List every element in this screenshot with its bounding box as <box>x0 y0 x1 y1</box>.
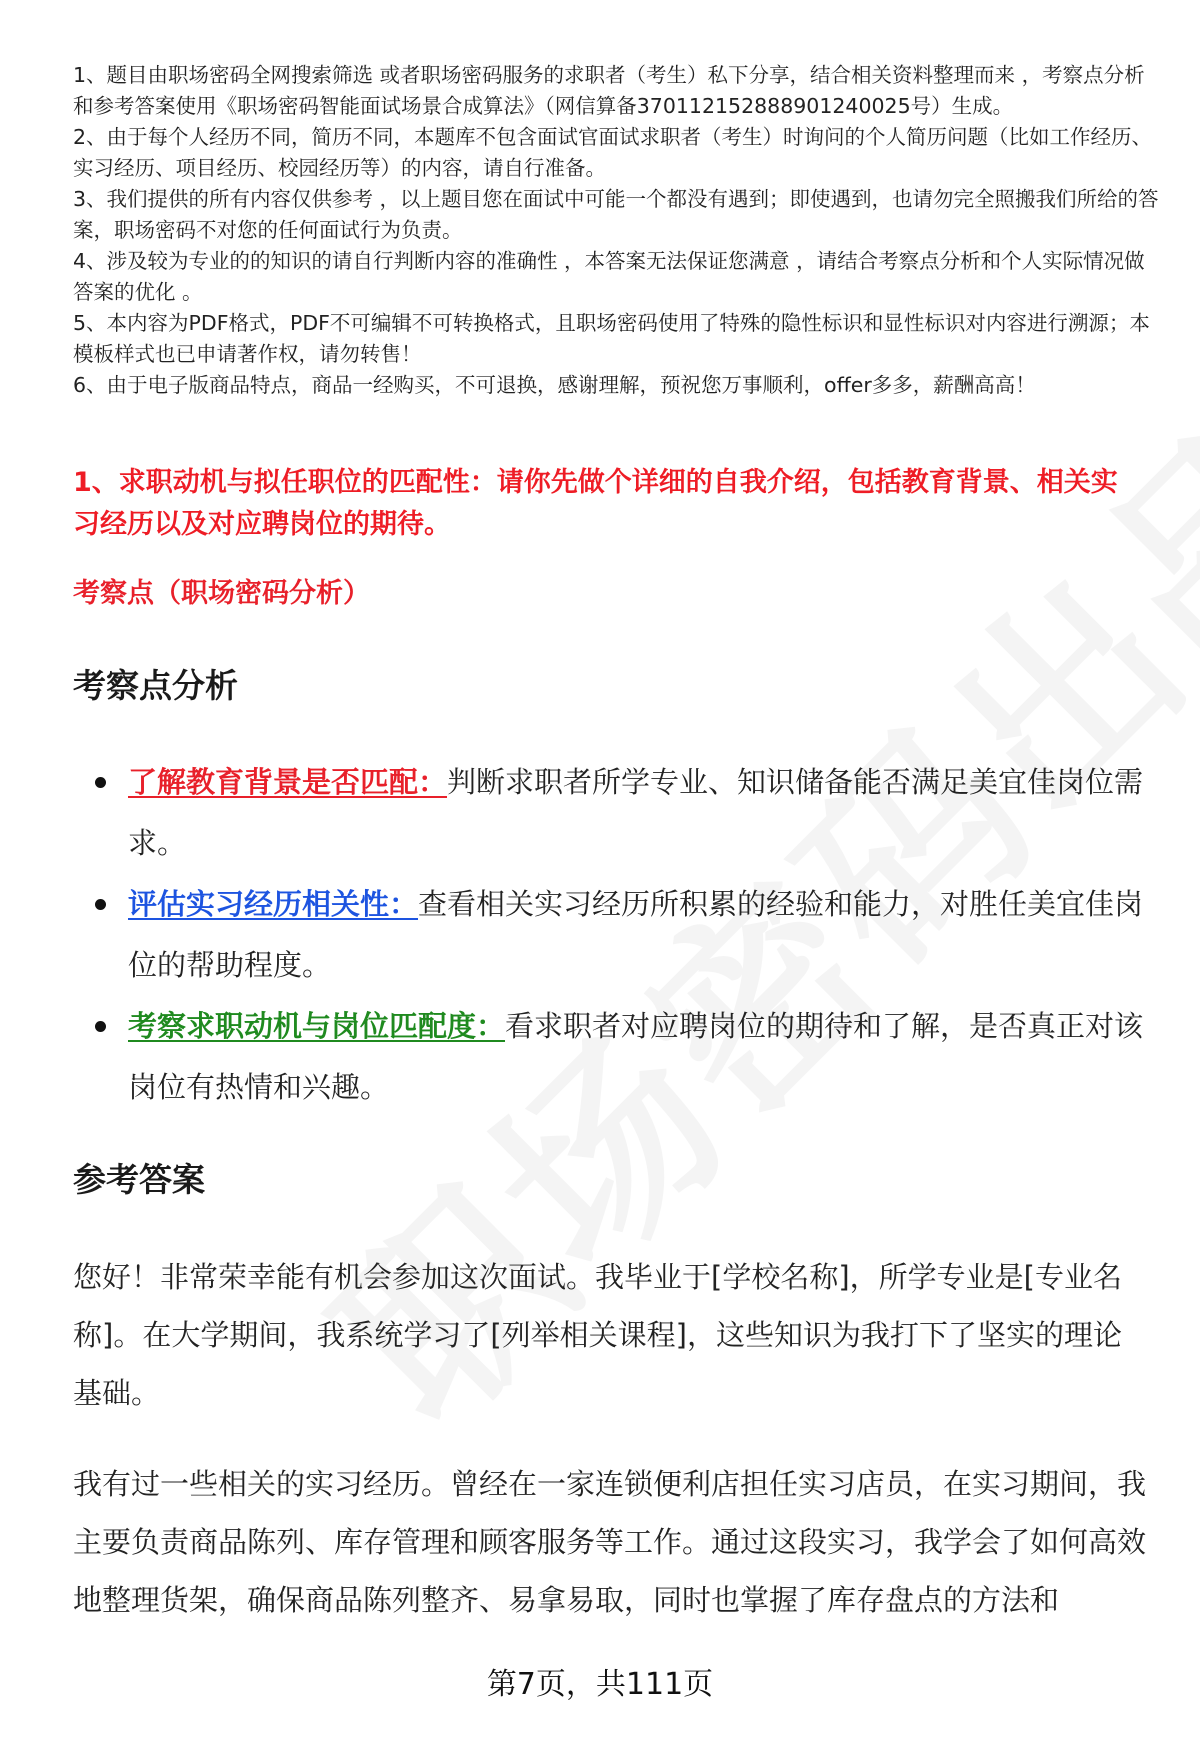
analysis-bullet <box>95 752 1145 874</box>
analysis-bullet <box>95 996 1145 1118</box>
answer-paragraph: 我有过一些相关的实习经历。曾经在一家连锁便利店担任实习店员，在实习期间，我主要负责商品陈列、库存管理和顾客服务等工作。通过这段实习，我学会了如何高效地整理货架，确保商品陈列整齐、易拿易取，同时也掌握了库存盘点的方法和 <box>73 1467 1147 1617</box>
interview-question: 1、求职动机与拟任职位的匹配性：请你先做个详细的自我介绍，包括教育背景、相关实习经历以及对应聘岗位的期待。 <box>73 467 1118 540</box>
disclaimer-item: 6、由于电子版商品特点，商品一经购买，不可退换，感谢理解，预祝您万事顺利，offer多多，薪酬高高！ <box>73 373 1036 397</box>
bullet-dot-icon <box>95 777 106 788</box>
answer-heading: 参考答案 <box>73 1160 205 1199</box>
disclaimer-block <box>73 60 1163 401</box>
analysis-label: 考察点（职场密码分析） <box>73 578 370 609</box>
bullet-dot-icon <box>95 899 106 910</box>
bullet-keyword: 考察求职动机与岗位匹配度： <box>128 1009 506 1043</box>
bullet-keyword: 评估实习经历相关性： <box>128 887 419 921</box>
disclaimer-item: 1、题目由职场密码全网搜索筛选 或者职场密码服务的求职者（考生）私下分享，结合相关资料整理而来 ，考察点分析和参考答案使用《职场密码智能面试场景合成算法》（网信算备370112152888901240025号）生成。 <box>73 63 1145 118</box>
disclaimer-item: 2、由于每个人经历不同，简历不同，本题库不包含面试官面试求职者（考生）时询问的个人简历问题（比如工作经历、实习经历、项目经历、校园经历等）的内容，请自行准备。 <box>73 125 1153 180</box>
disclaimer-item: 3、我们提供的所有内容仅供参考 ，以上题目您在面试中可能一个都没有遇到；即使遇到，也请勿完全照搬我们所给的答案，职场密码不对您的任何面试行为负责。 <box>73 187 1159 242</box>
disclaimer-item: 4、涉及较为专业的的知识的请自行判断内容的准确性 ，本答案无法保证您满意 ，请结合考察点分析和个人实际情况做答案的优化 。 <box>73 249 1145 304</box>
disclaimer-item: 5、本内容为PDF格式，PDF不可编辑不可转换格式，且职场密码使用了特殊的隐性标识和显性标识对内容进行溯源；本模板样式也已申请著作权，请勿转售！ <box>73 311 1150 366</box>
analysis-heading: 考察点分析 <box>73 666 238 705</box>
bullet-text: 查看相关实习经历所积累的经验和能力，对胜任美宜佳岗位的帮助程度。 <box>128 887 1144 982</box>
analysis-bullet-list <box>95 752 1145 1118</box>
page-number: 第7页，共111页 <box>486 1667 714 1702</box>
answer-paragraph: 您好！非常荣幸能有机会参加这次面试。我毕业于[学校名称]，所学专业是[专业名称]。在大学期间，我系统学习了[列举相关课程]，这些知识为我打下了坚实的理论基础。 <box>73 1260 1122 1410</box>
bullet-keyword: 了解教育背景是否匹配： <box>128 765 448 799</box>
bullet-text: 判断求职者所学专业、知识储备能否满足美宜佳岗位需求。 <box>128 765 1144 860</box>
bullet-text: 看求职者对应聘岗位的期待和了解，是否真正对该岗位有热情和兴趣。 <box>128 1009 1144 1104</box>
bullet-dot-icon <box>95 1021 106 1032</box>
analysis-bullet <box>95 874 1145 996</box>
